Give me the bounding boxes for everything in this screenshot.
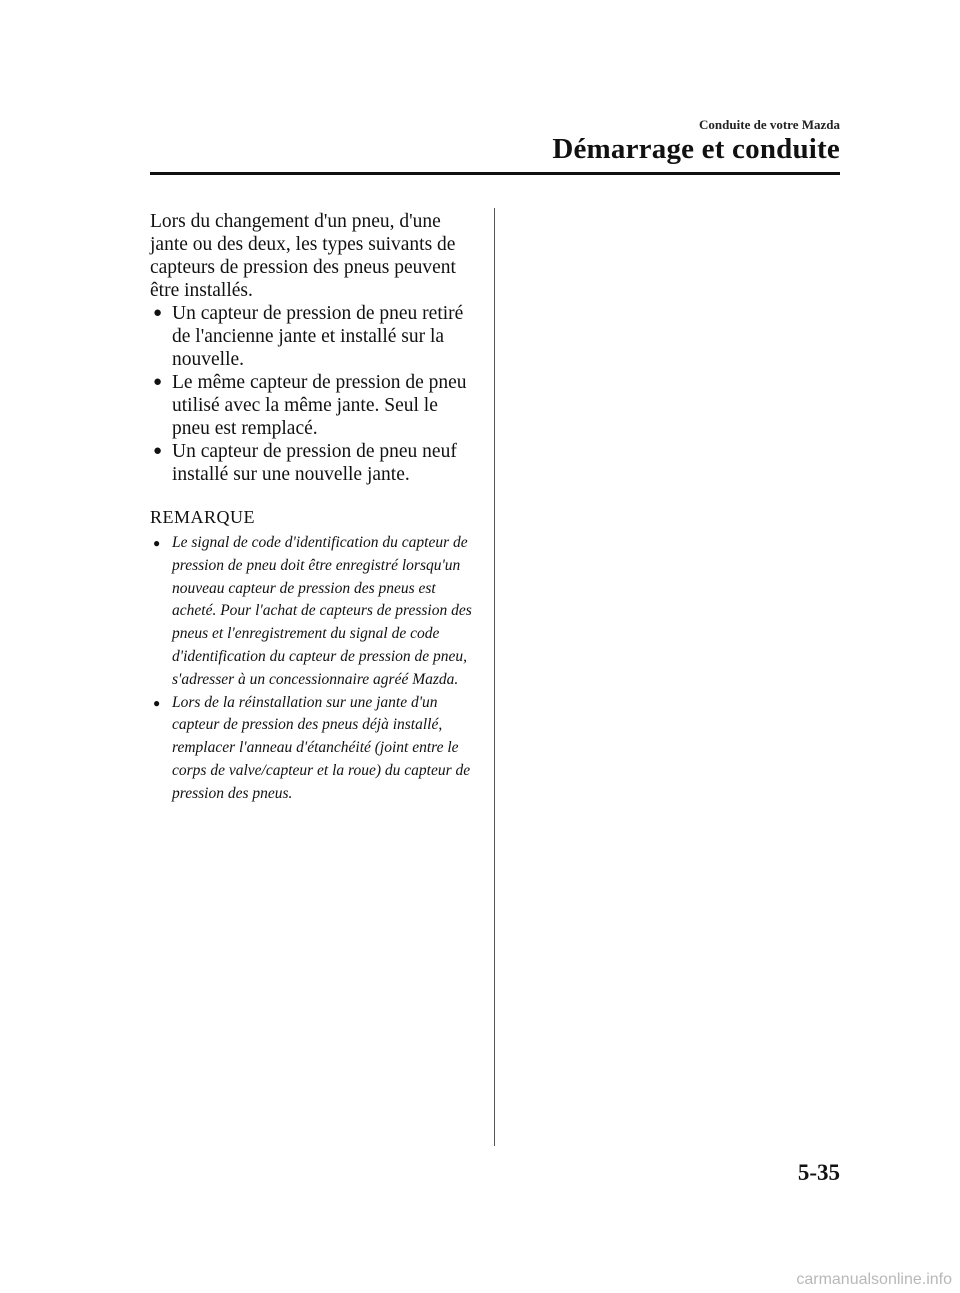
bullet-icon: ● bbox=[153, 536, 161, 550]
note-item-text: Lors de la réinstallation sur une jante d'un capteur de pression des pneus déjà installé, remplacer l'anneau d'étanchéité (joint entre le corps de valve/capteur et la roue) du capteur de pression des pneus. bbox=[172, 693, 471, 802]
bullet-icon: ● bbox=[153, 695, 161, 710]
header-rule bbox=[150, 172, 840, 175]
intro-paragraph: Lors du changement d'un pneu, d'une jante ou des deux, les types suivants de capteurs de pression des pneus peuvent être installés. bbox=[150, 211, 456, 301]
section-title: Démarrage et conduite bbox=[552, 133, 840, 165]
list-item-text: Un capteur de pression de pneu neuf installé sur une nouvelle jante. bbox=[172, 441, 457, 485]
list-item bbox=[150, 440, 476, 486]
bullet-list bbox=[150, 302, 476, 486]
note-list bbox=[150, 532, 476, 806]
list-item bbox=[150, 302, 476, 371]
watermark: carmanualsonline.info bbox=[796, 1271, 952, 1288]
note-item bbox=[150, 532, 476, 692]
note-heading: REMARQUE bbox=[150, 507, 256, 527]
header-kicker: Conduite de votre Mazda bbox=[699, 117, 840, 132]
bullet-icon: ● bbox=[153, 305, 163, 321]
bullet-icon: ● bbox=[153, 443, 163, 459]
note-item bbox=[150, 692, 476, 806]
column-divider bbox=[494, 208, 495, 1146]
list-item bbox=[150, 371, 476, 440]
list-item-text: Le même capteur de pression de pneu utilisé avec la même jante. Seul le pneu est remplacé. bbox=[172, 372, 467, 439]
list-item-text: Un capteur de pression de pneu retiré de l'ancienne jante et installé sur la nouvelle. bbox=[172, 303, 464, 370]
bullet-icon: ● bbox=[153, 374, 163, 390]
note-item-text: Le signal de code d'identification du capteur de pression de pneu doit être enregistré lorsqu'un nouveau capteur de pression des pneus est acheté. Pour l'achat de capteurs de pression des pneus et l'enregistrement du signal de code d'identification du capteur de pression de pneu, s'adresser à un concessionnaire agréé Mazda. bbox=[172, 534, 472, 688]
left-column bbox=[150, 210, 476, 806]
page-number: 5-35 bbox=[797, 1160, 840, 1185]
